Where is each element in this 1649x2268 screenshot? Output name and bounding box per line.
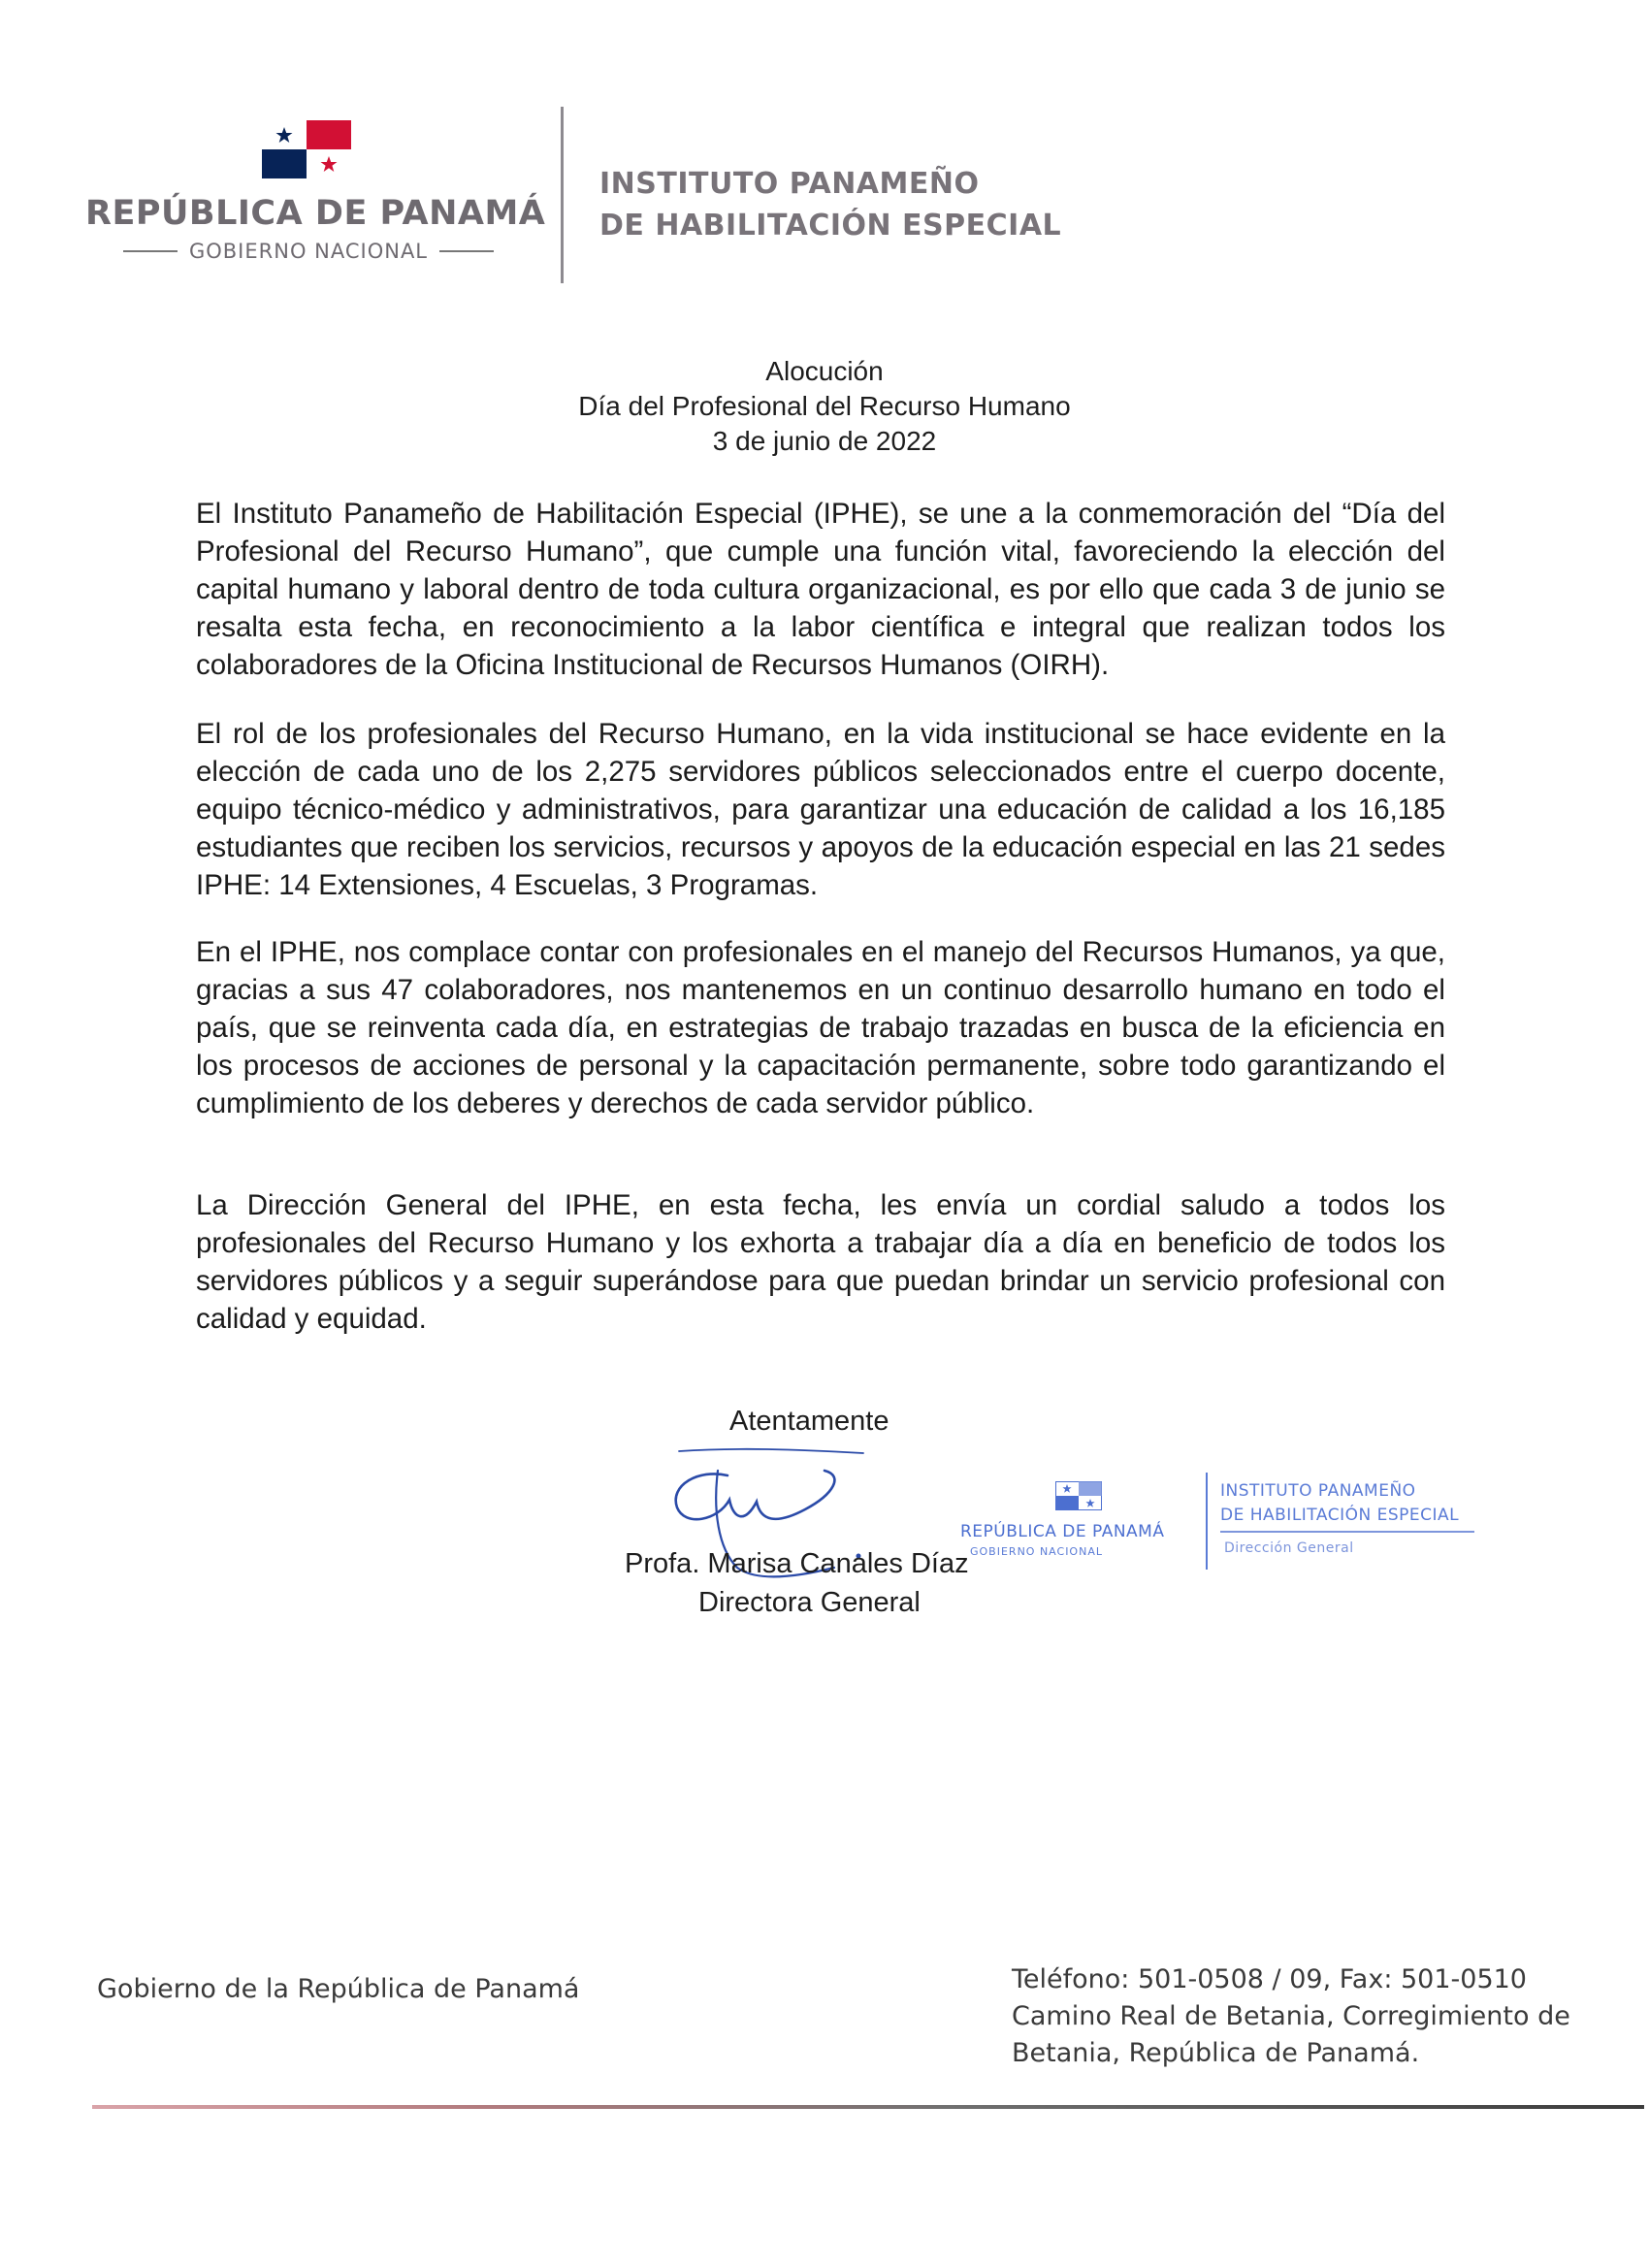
government-name: REPÚBLICA DE PANAMÁ [85,194,546,233]
title-line-3: 3 de junio de 2022 [712,426,937,456]
stamp-institute-line1: INSTITUTO PANAMEÑO [1220,1481,1416,1501]
title-line-2: Día del Profesional del Recurso Humano [578,391,1071,421]
footer-government: Gobierno de la República de Panamá [97,1974,580,2004]
signer-role: Directora General [698,1587,921,1618]
stamp-rule [1220,1531,1474,1533]
government-subtitle-text: GOBIERNO NACIONAL [188,240,429,263]
footer-color-bar [92,2105,1644,2109]
stamp-divider [1206,1473,1208,1570]
stamp-government-name: REPÚBLICA DE PANAMÁ [960,1522,1165,1541]
document-title [291,354,1358,459]
government-subtitle [114,239,502,264]
stamp-government-subtitle: GOBIERNO NACIONAL [970,1545,1103,1558]
stamp-flag-icon [1055,1481,1102,1510]
subtitle-rule-left [123,250,178,252]
institute-name-line1: INSTITUTO PANAMEÑO [599,167,980,201]
body-paragraph-1: El Instituto Panameño de Habilitación Especial (IPHE), se une a la conmemoración del “Día del Profesional del Recurso Humano”, que cumple una función vital, favoreciendo la elección del capital humano y laboral dentro de toda cultura organizacional, es por ello que cada 3 de junio se resalta esta fecha, en reconocimiento a la labor científica e integral que realizan todos los colaboradores de la Oficina Institucional de Recursos Humanos (OIRH). [196,498,1445,681]
body-paragraph-3: En el IPHE, nos complace contar con profesionales en el manejo del Recursos Humanos, ya que, gracias a sus 47 colaboradores, nos mantenemos en un continuo desarrollo humano en todo el país, que se reinventa cada día, en estrategias de trabajo trazadas en busca de la eficiencia en los procesos de acciones de personal y la capacitación permanente, sobre todo garantizando el cumplimiento de los deberes y derechos de cada servidor público. [196,936,1445,1119]
subtitle-rule-right [439,250,494,252]
footer-address-line2: Betania, República de Panamá. [1012,2038,1420,2068]
body-paragraph-4: La Dirección General del IPHE, en esta fecha, les envía un cordial saludo a todos los profesionales del Recurso Humano y los exhorta a trabajar día a día en beneficio de todos los servidores públicos y a seguir superándose para que puedan brindar un servicio profesional con calidad y equidad. [196,1189,1445,1335]
footer-contact [1012,1961,1570,2072]
stamp-department: Dirección General [1224,1540,1354,1556]
body-paragraph-2: El rol de los profesionales del Recurso Humano, en la vida institucional se hace evidente en la elección de cada uno de los 2,275 servidores públicos seleccionados entre el cuerpo docente, equipo técnico-médico y administrativos, para garantizar una educación de calidad a los 16,185 estudiantes que reciben los servicios, recursos y apoyos de la educación especial en las 21 sedes IPHE: 14 Extensiones, 4 Escuelas, 3 Programas. [196,718,1445,901]
institute-name-line2: DE HABILITACIÓN ESPECIAL [599,209,1062,243]
closing-salutation: Atentamente [729,1406,889,1437]
title-line-1: Alocución [765,356,884,386]
footer-phone: Teléfono: 501-0508 / 09, Fax: 501-0510 [1012,1964,1527,1994]
footer-address-line1: Camino Real de Betania, Corregimiento de [1012,2001,1570,2031]
signer-name: Profa. Marisa Canales Díaz [625,1548,969,1579]
panama-flag-icon [262,120,351,178]
header-divider [561,107,564,283]
stamp-institute-line2: DE HABILITACIÓN ESPECIAL [1220,1506,1460,1525]
